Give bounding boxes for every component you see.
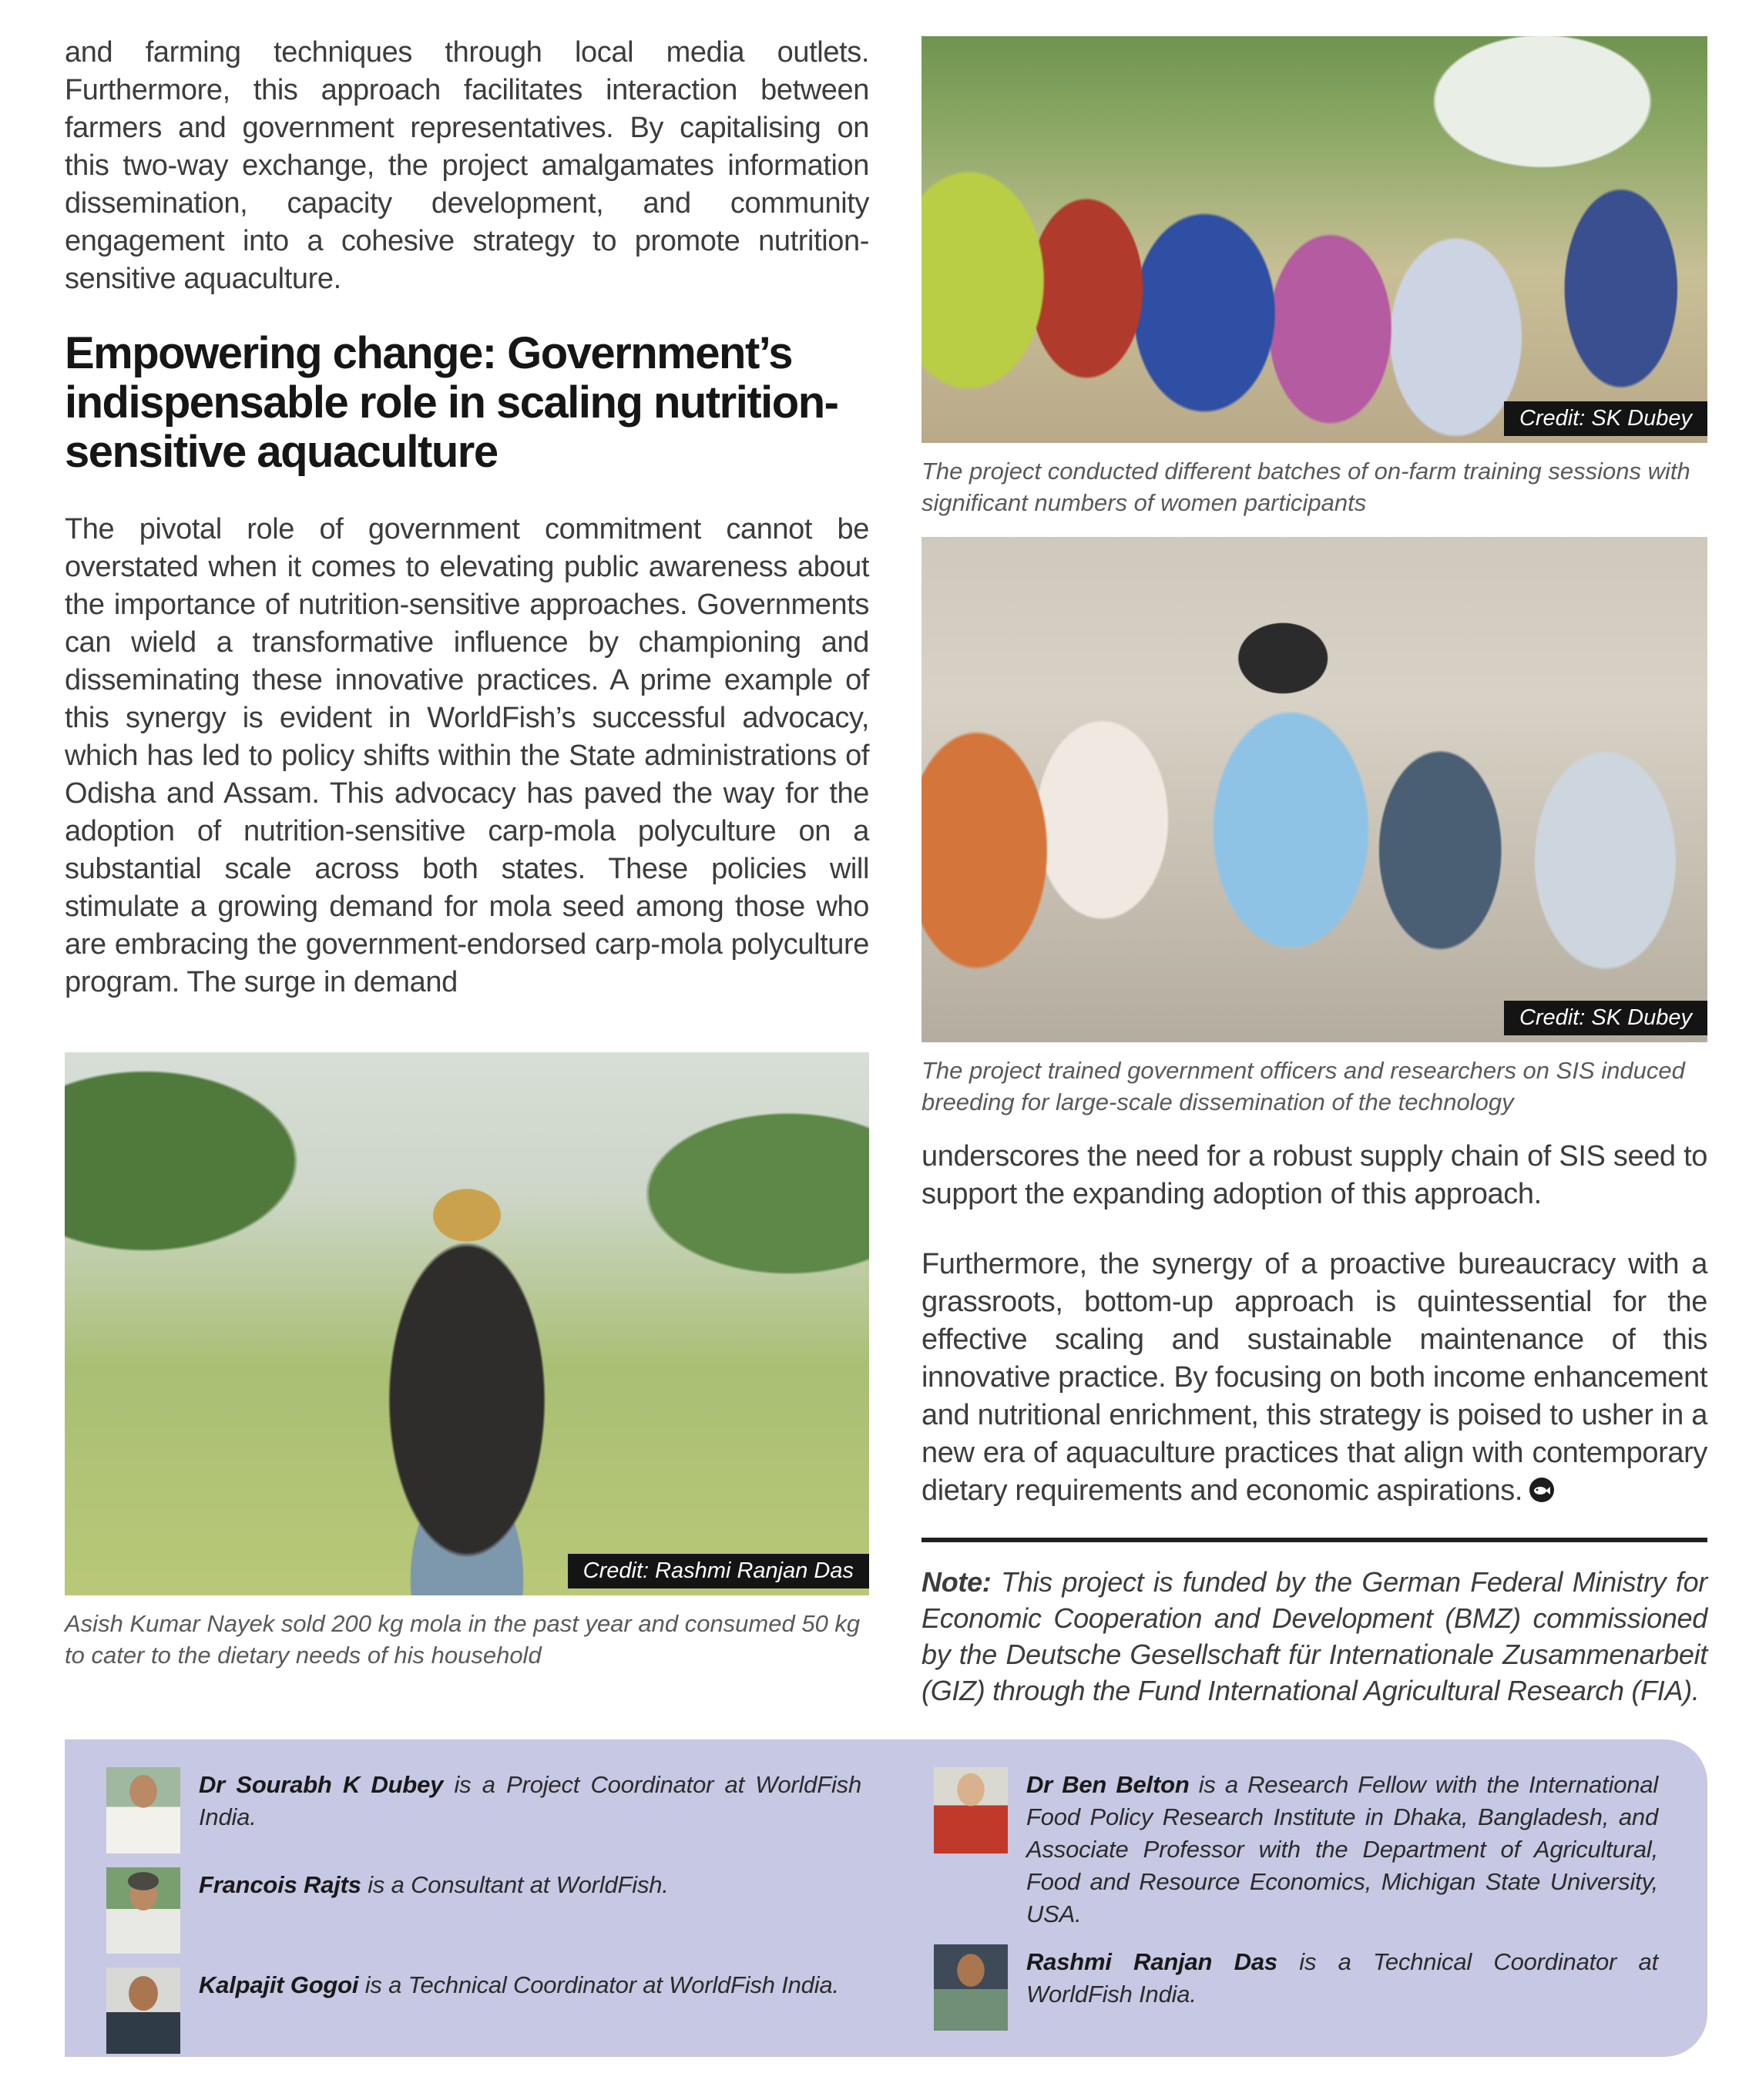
right-column xyxy=(921,36,1707,1709)
intro-paragraph: and farming techniques through local media outlets. Furthermore, this approach facilitates interaction between farmers and government representatives. By capitalising on this two-way exchange, the project amalgamates information dissemination, capacity development, and community engagement into a cohesive strategy to promote nutrition-sensitive aquaculture. xyxy=(65,36,869,295)
author-name: Francois Rajts xyxy=(199,1871,361,1898)
author-role: is a Project Coordinator at WorldFish India. xyxy=(199,1771,861,1830)
author-column-left xyxy=(106,1767,861,2057)
workshop-photo-caption: The project trained government officers and researchers on SIS induced breeding for large-scale dissemination of the technology xyxy=(921,1057,1685,1115)
author-photo-francois-rajts xyxy=(106,1867,180,1954)
author-bio-panel xyxy=(65,1739,1707,2057)
author-bio xyxy=(934,1944,1658,2031)
figure-breeding-workshop xyxy=(921,537,1707,1118)
photo-credit-badge: Credit: Rashmi Ranjan Das xyxy=(568,1554,869,1588)
author-bio xyxy=(934,1767,1658,1931)
author-bio xyxy=(106,1967,861,2054)
author-role: is a Consultant at WorldFish. xyxy=(361,1871,669,1898)
section-heading: Empowering change: Government’s indispensable role in scaling nutrition-sensitive aquaculture xyxy=(65,328,838,477)
author-name: Dr Sourabh K Dubey xyxy=(199,1771,444,1798)
note-text: This project is funded by the German Federal Ministry for Economic Cooperation and Development (BMZ) commissioned by the Deutsche Gesellschaft für Internationale Zusammenarbeit (GIZ) through the Fund International Agricultural Research (FIA). xyxy=(921,1566,1707,1706)
author-column-right xyxy=(934,1767,1658,2057)
figure-farmer-pond xyxy=(65,1052,869,1671)
author-role: is a Technical Coordinator at WorldFish India. xyxy=(358,1971,839,1998)
author-bio-text xyxy=(1026,1944,1658,2011)
left-column xyxy=(65,34,869,1671)
end-of-article-icon xyxy=(1529,1475,1555,1513)
note-label: Note: xyxy=(921,1566,992,1598)
breeding-workshop-photo xyxy=(921,537,1707,1042)
note-divider xyxy=(921,1538,1707,1542)
author-bio-text xyxy=(199,1867,669,1901)
synergy-paragraph xyxy=(921,1246,1707,1513)
photo-credit-badge: Credit: SK Dubey xyxy=(1504,1001,1707,1035)
author-bio xyxy=(106,1867,861,1954)
author-name: Kalpajit Gogoi xyxy=(199,1971,359,1998)
farmer-photo-caption: Asish Kumar Nayek sold 200 kg mola in the past year and consumed 50 kg to cater to the dietary needs of his household xyxy=(65,1610,861,1669)
author-photo-ben-belton xyxy=(934,1767,1008,1853)
training-photo-caption: The project conducted different batches of on-farm training sessions with significant numbers of women participants xyxy=(921,458,1690,516)
author-name: Dr Ben Belton xyxy=(1026,1771,1190,1798)
author-bio-text xyxy=(1026,1767,1658,1931)
body-paragraph: The pivotal role of government commitment cannot be overstated when it comes to elevating public awareness about the importance of nutrition-sensitive approaches. Governments can wield a transformative influence by championing and disseminating these innovative practices. A prime example of this synergy is evident in WorldFish’s successful advocacy, which has led to policy shifts within the State administrations of Odisha and Assam. This advocacy has paved the way for the adoption of nutrition-sensitive carp-mola polyculture on a substantial scale across both states. These policies will stimulate a growing demand for mola seed among those who are embracing the government-endorsed carp-mola polyculture program. The surge in demand xyxy=(65,513,869,998)
author-bio xyxy=(106,1767,861,1853)
author-photo-rashmi-das xyxy=(934,1944,1008,2031)
author-photo-sourabh-dubey xyxy=(106,1767,180,1853)
synergy-paragraph-text: Furthermore, the synergy of a proactive bureaucracy with a grassroots, bottom-up approach is quintessential for the effective scaling and sustainable maintenance of this innovative practice. By focusing on both income enhancement and nutritional enrichment, this strategy is poised to usher in a new era of aquaculture practices that align with contemporary dietary requirements and economic aspirations. xyxy=(921,1248,1707,1507)
figure-onfarm-training xyxy=(921,36,1707,518)
photo-credit-badge: Credit: SK Dubey xyxy=(1504,401,1707,436)
author-photo-kalpajit-gogoi xyxy=(106,1967,180,2054)
author-bio-text xyxy=(199,1967,839,2001)
supply-chain-paragraph: underscores the need for a robust supply chain of SIS seed to support the expanding adoption of this approach. xyxy=(921,1140,1707,1210)
funding-note xyxy=(921,1564,1707,1709)
author-bio-text xyxy=(199,1767,861,1833)
author-role: is a Research Fellow with the International Food Policy Research Institute in Dhaka, Bangladesh, and Associate Professor with the Department of Agricultural, Food and Resource Economics, Michigan State University, USA. xyxy=(1026,1771,1659,1927)
author-role: is a Technical Coordinator at WorldFish India. xyxy=(1026,1948,1658,2008)
onfarm-training-photo xyxy=(921,36,1707,443)
author-name: Rashmi Ranjan Das xyxy=(1026,1948,1277,1975)
farmer-pond-photo xyxy=(65,1052,869,1595)
